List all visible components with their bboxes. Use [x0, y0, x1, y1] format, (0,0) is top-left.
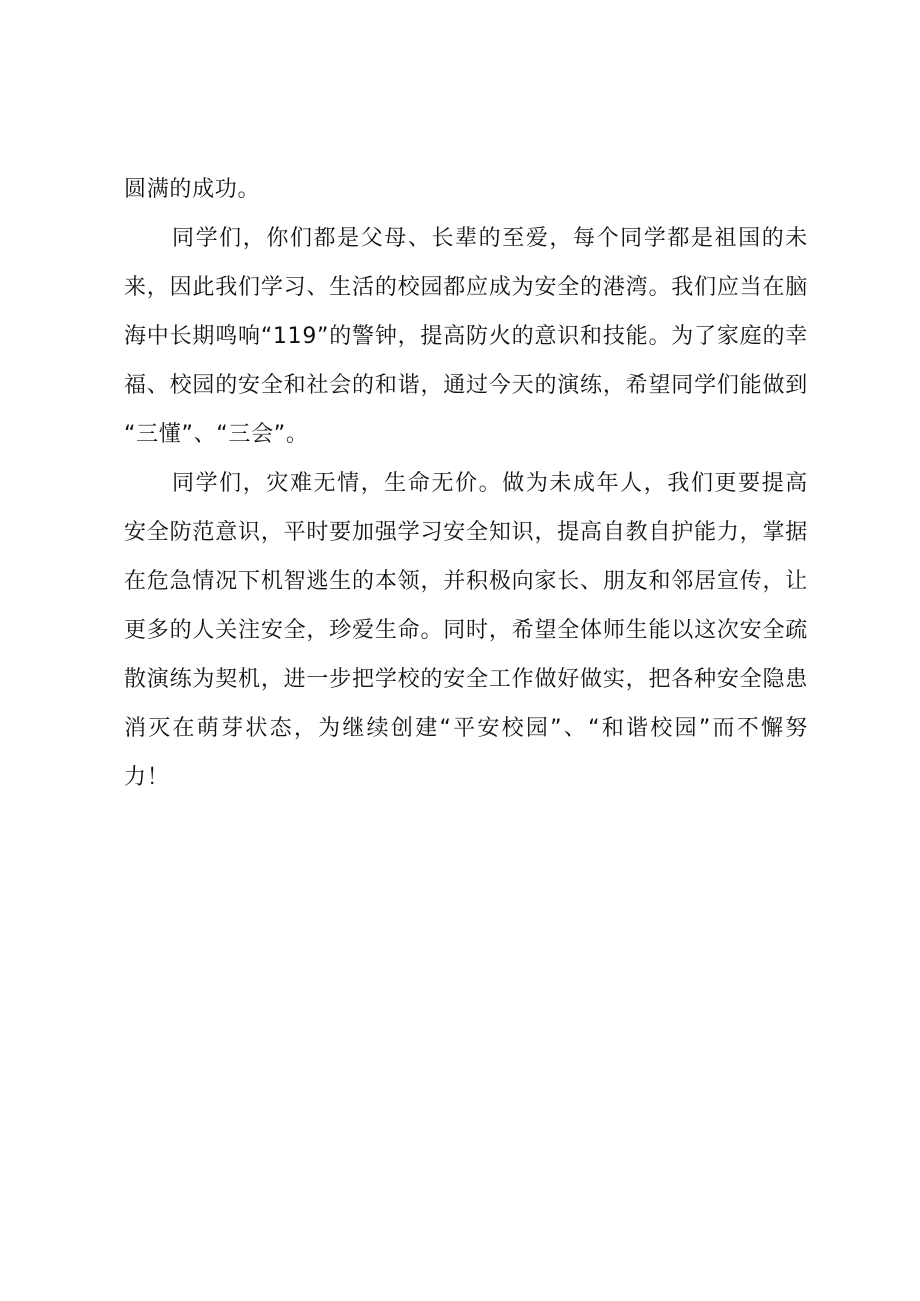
text-line: 福、校园的安全和社会的和谐，通过今天的演练，希望同学们能做到: [124, 373, 808, 398]
text-line: 圆满的成功。: [124, 177, 261, 202]
text-line: 散演练为契机，进一步把学校的安全工作做好做实，把各种安全隐患: [124, 667, 808, 692]
document-body: [124, 165, 808, 802]
text-line: 更多的人关注安全，珍爱生命。同时，希望全体师生能以这次安全疏: [124, 618, 808, 643]
text-line: 消灭在萌芽状态，为继续创建“平安校园”、“和谐校园”而不懈努: [124, 716, 808, 741]
text-line: “三懂”、“三会”。: [124, 422, 309, 447]
text-line: 安全防范意识，平时要加强学习安全知识，提高自教自护能力，掌据: [124, 520, 808, 545]
text-line: 海中长期鸣响“119”的警钟，提高防火的意识和技能。为了家庭的幸: [124, 324, 808, 349]
text-line: 在危急情况下机智逃生的本领，并积极向家长、朋友和邻居宣传，让: [124, 569, 808, 594]
text-line: 力！: [124, 765, 170, 790]
paragraph-start-line: 同学们，灾难无情，生命无价。做为未成年人，我们更要提高: [172, 471, 808, 496]
paragraph-start-line: 同学们，你们都是父母、长辈的至爱，每个同学都是祖国的未: [172, 226, 808, 251]
text-line: 来，因此我们学习、生活的校园都应成为安全的港湾。我们应当在脑: [124, 275, 808, 300]
